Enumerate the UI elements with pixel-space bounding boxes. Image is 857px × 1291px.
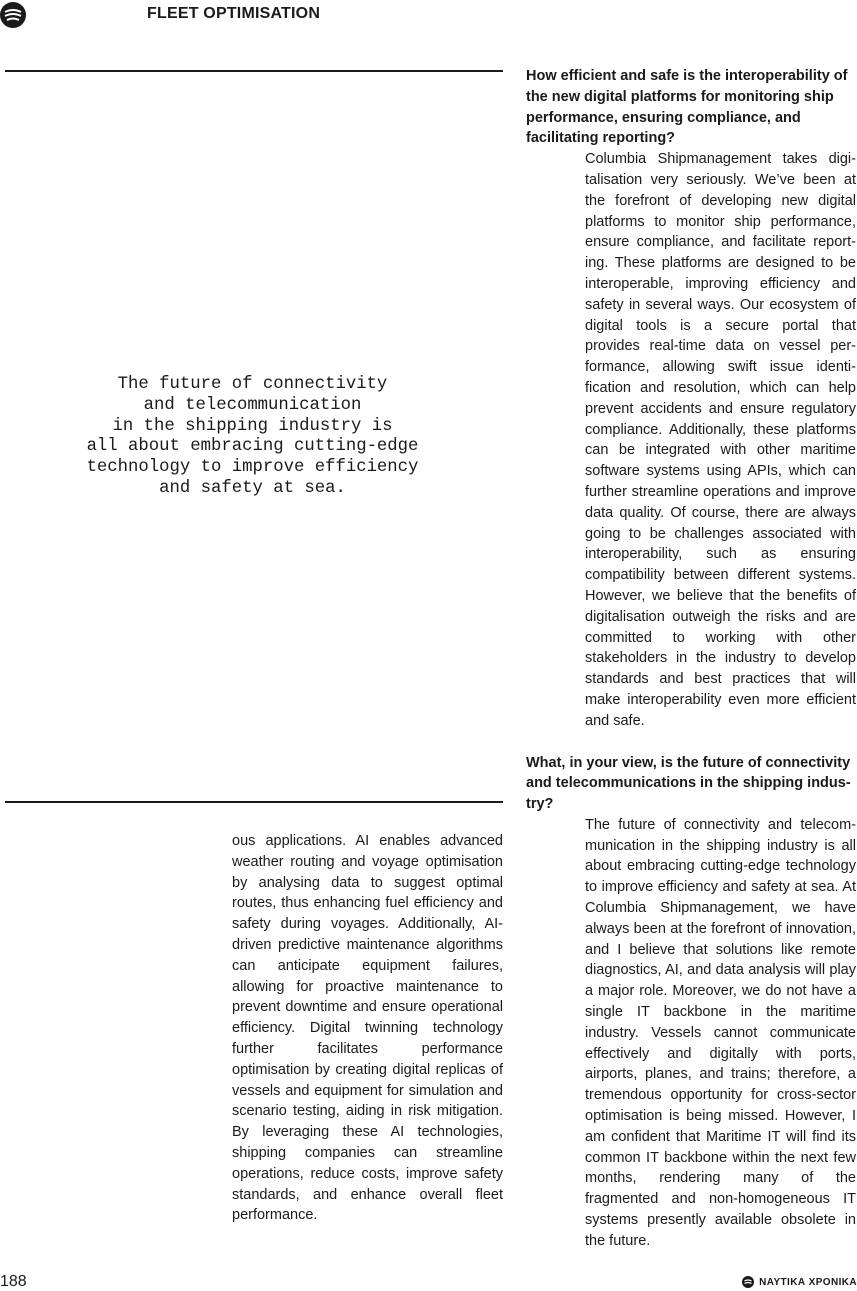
- interview-answer-1: Columbia Shipmanagement takes digitalisation very seriously. We’ve been at the forefront of developing new digital platforms to monitor ship performance, ensure compliance, and facilitate reporting. These platforms are designed to be interoperable, improving efficiency and safety in several ways. Our ecosystem of digital tools is a secure portal that provides real-time data on vessel performance, allowing swift issue identification and resolution, which can help prevent accidents and ensure regulatory compliance. Additionally, these platforms can be integrated with other maritime software systems using APIs, which can further streamline operations and improve data quality. Of course, there are always going to be challenges associated with interoperability, such as ensuring compatibility between different systems. However, we believe that the benefits of digitalisation outweigh the risks and are committed to working with other stakeholders in the industry to develop standards and best practices that will make interoperability even more efficient and safe.: [585, 151, 856, 729]
- publication-logo-icon: [0, 2, 26, 28]
- section-title: FLEET OPTIMISATION: [147, 5, 321, 22]
- brand-name: ΝΑΥΤΙΚΑ ΧΡΟΝΙΚΑ: [759, 1276, 857, 1288]
- left-column-body: ous applications. AI enables advanced weather routing and voyage optimisation by analysing data to suggest optimal routes, thus enhancing fuel efficiency and safety during voyages. Additionally, AI-driven predictive maintenance algorithms can anticipate equipment failures, allowing for proactive maintenance to prevent downtime and ensure operational efficiency. Digital twinning technology further facilitates performance optimisation by creating digital replicas of vessels and equipment for simulation and scenario testing, aiding in risk mitigation. By leveraging these AI technologies, shipping companies can streamline operations, reduce costs, improve safety standards, and enhance overall fleet performance.: [232, 833, 503, 1224]
- interview-answer-2: The future of connectivity and telecommunication in the shipping industry is all about embracing cutting-edge technology to improve efficiency and safety at sea. At Columbia Shipmanagement, we have always been at the forefront of innovation, and I believe that solutions like remote diagnostics, AI, and data analysis will play a major role. Moreover, we do not have a single IT backbone in the maritime industry. Vessels cannot communicate effectively and digitally with ports, airports, planes, and trains; therefore, a tremendous opportunity for cross-sector optimisation is being missed. However, I am confident that Maritime IT will find its common IT backbone within the next few months, rendering many of the fragmented and non-homogeneous IT systems presently available obsolete in the future.: [585, 816, 856, 1249]
- pull-quote-bottom-rule: [5, 801, 503, 803]
- footer-brand: [742, 1276, 857, 1288]
- interview-question-2: What, in your view, is the future of connectivity and telecommunications in the shipping industry?: [526, 754, 851, 813]
- pull-quote-line: in the shipping industry is: [112, 416, 393, 436]
- pull-quote-line: and telecommunication: [143, 395, 362, 415]
- pull-quote-top-rule: [5, 70, 503, 72]
- right-column: [526, 66, 856, 1252]
- interview-question-1: How efficient and safe is the interoperability of the new digital platforms for monitoring ship performance, ensuring compliance, and facilitating reporting?: [526, 68, 848, 147]
- pull-quote-line: technology to improve efficiency: [86, 458, 419, 478]
- brand-logo-icon: [742, 1276, 754, 1288]
- page-number: 188: [0, 1273, 27, 1290]
- pull-quote-line: and safety at sea.: [159, 478, 346, 498]
- pull-quote-line: all about embracing cutting-edge: [86, 437, 419, 457]
- pull-quote-line: The future of connectivity: [117, 375, 388, 394]
- pull-quote: [60, 375, 445, 500]
